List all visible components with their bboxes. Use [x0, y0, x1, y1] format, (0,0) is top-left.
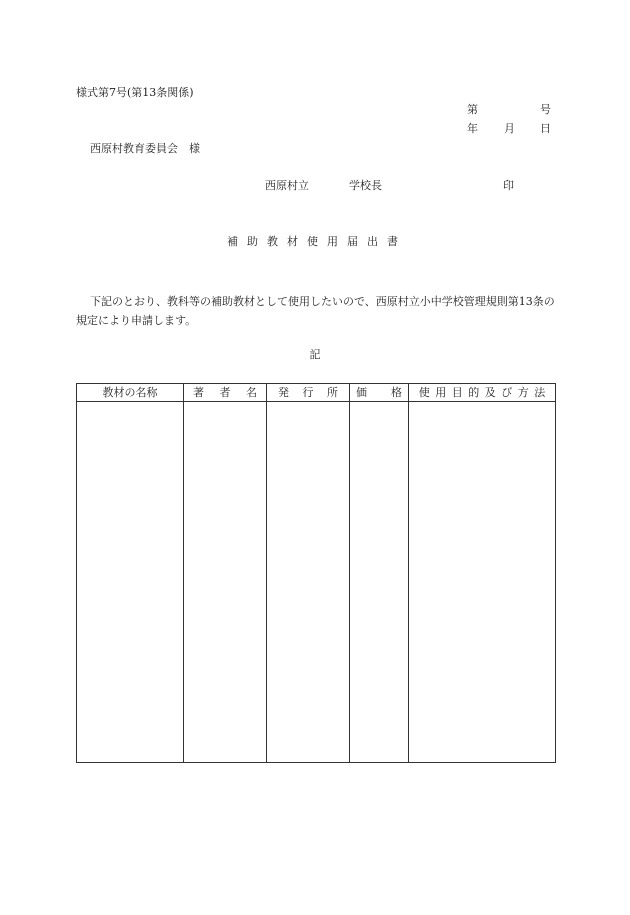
ki-heading: 記 — [309, 348, 321, 361]
table-header-row — [77, 384, 556, 402]
cell-material-name[interactable] — [77, 402, 184, 763]
addressee: 西原村教育委員会 様 — [90, 142, 200, 155]
cell-purpose-method[interactable] — [409, 402, 556, 763]
date-month-label: 月 — [504, 122, 515, 135]
header-price-left: 価 — [356, 386, 367, 399]
header-publisher: 発 行 所 — [267, 384, 350, 402]
date-year-label: 年 — [467, 122, 478, 135]
body-text: 下記のとおり、教科等の補助教材として使用したいので、西原村立小中学校管理規則第13条の規定により申請します。 — [76, 295, 555, 327]
cell-author[interactable] — [184, 402, 267, 763]
cell-publisher[interactable] — [267, 402, 350, 763]
table-row — [77, 402, 556, 763]
header-purpose-method: 使 用 目 的 及 び 方 法 — [409, 384, 556, 402]
document-title: 補助教材使用届出書 — [227, 235, 407, 248]
header-material-name: 教材の名称 — [77, 384, 184, 402]
materials-table — [76, 383, 556, 763]
form-number: 様式第7号(第13条関係) — [76, 86, 194, 99]
seal-mark: 印 — [503, 179, 514, 192]
document-number-suffix: 号 — [540, 103, 551, 116]
header-price — [350, 384, 409, 402]
header-price-right: 格 — [391, 386, 402, 399]
date-day-label: 日 — [540, 122, 551, 135]
sender-principal-title: 学校長 — [349, 179, 382, 192]
cell-price[interactable] — [350, 402, 409, 763]
header-author: 著 者 名 — [184, 384, 267, 402]
sender-school-prefix: 西原村立 — [265, 179, 309, 192]
document-number-prefix: 第 — [467, 103, 478, 116]
